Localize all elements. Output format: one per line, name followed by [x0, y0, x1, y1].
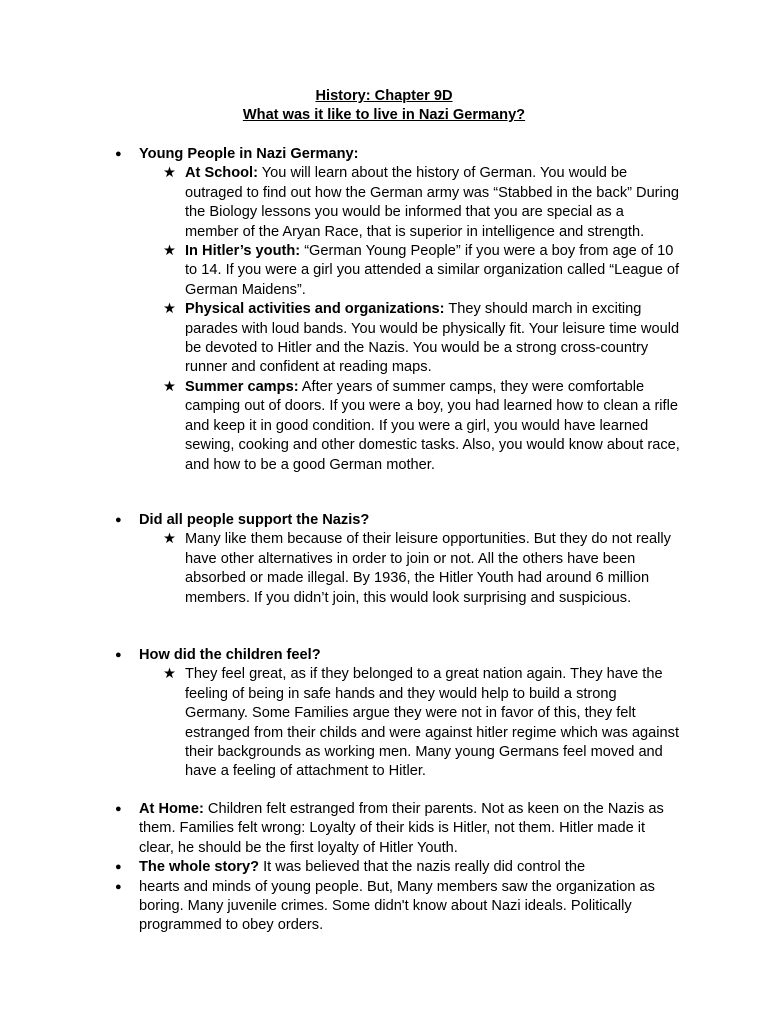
star-bullet-icon: ★ [163, 301, 177, 318]
list-item [0, 164, 768, 242]
star-bullet-icon: ★ [163, 165, 177, 182]
bullet-icon: ● [115, 148, 122, 160]
item-text: Children felt estranged from their parents. Not as keen on the Nazis as them. Families felt wrong: Loyalty of their kids is Hitler, not them. Hitler made it clear, he should be the first loyalty of Hitler Youth. [139, 801, 664, 856]
list-item [0, 800, 768, 858]
item-label: Physical activities and organizations: [185, 301, 445, 318]
item-text: hearts and minds of young people. But, Many members saw the organization as boring. Many juvenile crimes. Some didn't know about Nazi ideals. Politically programmed to obey orders. [139, 878, 655, 934]
item-text: It was believed that the nazis really did control the [259, 859, 586, 876]
item-text: They should march in exciting parades with loud bands. You would be physically fit. Your leisure time would be devoted to Hitler and the Nazis. You would be a strong cross-country runner and confident at reading maps. [185, 301, 680, 376]
bullet-icon: ● [115, 803, 122, 815]
list-item [0, 300, 768, 378]
section-heading: Young People in Nazi Germany: [139, 146, 359, 162]
section-support [0, 511, 768, 608]
section-heading-row [0, 145, 768, 164]
section-young-people [0, 145, 768, 475]
list-item [0, 665, 768, 781]
star-bullet-icon: ★ [163, 378, 177, 395]
bullet-icon: ● [115, 861, 122, 874]
item-label: At School: [185, 165, 258, 182]
list-item [0, 858, 768, 877]
item-label: Summer camps: [185, 378, 299, 395]
item-text: They feel great, as if they belonged to a great nation again. They have the feeling of being in safe hands and they would help to build a strong Germany. Some Families argue they were not in favor of this, they felt estranged from their childs and were against hitler regime which was against their backgrounds as working men. Many young Germans feel moved and have a feeling of attachment to Hitler. [185, 666, 679, 780]
section-heading-row [0, 646, 768, 665]
bullet-icon: ● [115, 649, 122, 661]
bullet-icon: ● [115, 514, 122, 526]
item-text: “German Young People” if you were a boy from age of 10 to 14. If you were a girl you attended a similar organization called “League of German Maidens”. [185, 243, 680, 298]
bullet-icon: ● [115, 880, 122, 893]
star-bullet-icon: ★ [163, 531, 177, 548]
item-label: The whole story? [139, 859, 260, 876]
page-title: History: Chapter 9D [315, 88, 453, 104]
item-text: After years of summer camps, they were comfortable camping out of doors. If you were a boy, you had learned how to clean a rifle and keep it in good condition. If you were a girl, you would have learned sewing, cooking and other domestic tasks. Also, you would know about race, and how to be a good German mother. [185, 378, 680, 473]
list-item [0, 530, 768, 608]
section-final [0, 800, 768, 936]
item-text: Many like them because of their leisure opportunities. But they do not really have other alternatives in order to join or not. All the others have been absorbed or made illegal. By 1936, the Hitler Youth had around 6 million members. If you didn’t join, this would look surprising and suspicious. [185, 531, 671, 606]
section-heading: Did all people support the Nazis? [139, 512, 370, 528]
section-heading: How did the children feel? [139, 647, 321, 663]
star-bullet-icon: ★ [163, 666, 177, 683]
list-item [0, 878, 768, 936]
section-children-feel [0, 646, 768, 782]
list-item [0, 242, 768, 300]
item-label: In Hitler’s youth: [185, 243, 301, 260]
star-bullet-icon: ★ [163, 243, 177, 260]
item-label: At Home: [139, 801, 204, 817]
page-subtitle: What was it like to live in Nazi Germany? [242, 107, 526, 123]
section-heading-row [0, 511, 768, 530]
list-item [0, 378, 768, 475]
item-text: You will learn about the history of German. You would be outraged to find out how the German army was “Stabbed in the back” During the Biology lessons you would be informed that you are special as a member of the Aryan Race, that is superior in intelligence and strength. [185, 165, 680, 240]
